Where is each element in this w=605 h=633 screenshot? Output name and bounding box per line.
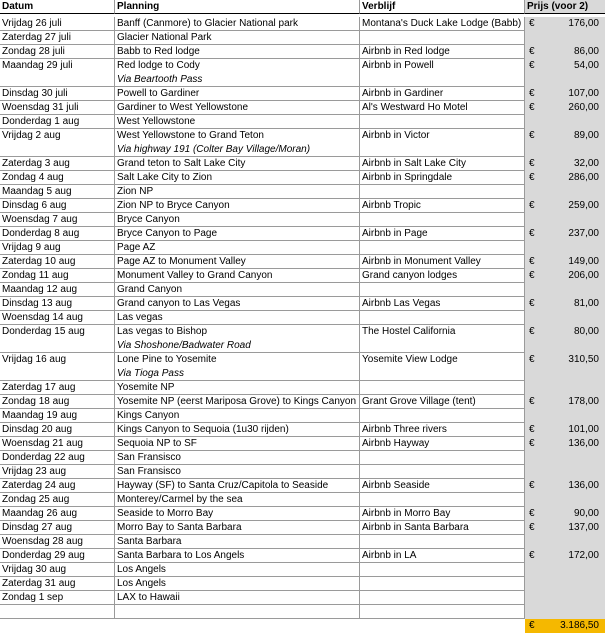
cell-prijs[interactable]	[525, 423, 605, 437]
currency-symbol: €	[529, 270, 535, 281]
cell-datum[interactable]: Vrijdag 23 aug	[0, 465, 115, 479]
table-row	[0, 255, 605, 269]
cell-planning[interactable]: Yosemite NP	[115, 381, 360, 395]
cell-planning[interactable]: Monument Valley to Grand Canyon	[115, 269, 360, 283]
cell-datum[interactable]: Woensdag 31 juli	[0, 101, 115, 115]
cell-verblijf[interactable]	[360, 493, 525, 507]
price-amount: 206,00	[568, 270, 599, 281]
cell-datum[interactable]: Donderdag 1 aug	[0, 115, 115, 129]
cell-verblijf[interactable]: Montana's Duck Lake Lodge (Babb)	[360, 17, 525, 31]
cell-prijs[interactable]	[525, 255, 605, 269]
table-row	[0, 409, 605, 423]
table-row	[0, 437, 605, 451]
price-amount: 237,00	[568, 228, 599, 239]
cell-planning[interactable]: Los Angels	[115, 577, 360, 591]
currency-symbol: €	[529, 18, 535, 29]
price-amount: 107,00	[568, 88, 599, 99]
cell-prijs[interactable]	[525, 17, 605, 31]
header-verblijf[interactable]: Verblijf	[360, 0, 525, 14]
table-row	[0, 465, 605, 479]
cell-datum[interactable]: Dinsdag 27 aug	[0, 521, 115, 535]
cell-prijs[interactable]	[525, 227, 605, 241]
table-row	[0, 563, 605, 577]
table-row	[0, 101, 605, 115]
price-amount: 80,00	[573, 326, 599, 337]
cell-datum[interactable]: Zaterdag 27 juli	[0, 31, 115, 45]
cell-prijs[interactable]	[525, 199, 605, 213]
currency-symbol: €	[529, 228, 535, 239]
cell-verblijf[interactable]	[360, 73, 525, 87]
cell-prijs[interactable]	[525, 31, 605, 45]
cell-datum[interactable]	[0, 367, 115, 381]
cell-datum[interactable]: Vrijdag 30 aug	[0, 563, 115, 577]
table-row	[0, 227, 605, 241]
cell-datum[interactable]: Zondag 4 aug	[0, 171, 115, 185]
cell-planning[interactable]: Seaside to Morro Bay	[115, 507, 360, 521]
currency-symbol: €	[529, 354, 535, 365]
cell-prijs[interactable]	[525, 185, 605, 199]
cell-verblijf[interactable]	[360, 535, 525, 549]
cell-prijs[interactable]	[525, 353, 605, 367]
cell-prijs[interactable]	[525, 591, 605, 605]
table-row	[0, 423, 605, 437]
table-row	[0, 171, 605, 185]
cell-datum[interactable]: Zondag 25 aug	[0, 493, 115, 507]
cell-datum[interactable]: Zondag 18 aug	[0, 395, 115, 409]
table-row	[0, 143, 605, 157]
cell-verblijf[interactable]: Airbnb Seaside	[360, 479, 525, 493]
cell-planning[interactable]: LAX to Hawaii	[115, 591, 360, 605]
cell-planning[interactable]: West Yellowstone to Grand Teton	[115, 129, 360, 143]
cell-datum[interactable]: Dinsdag 6 aug	[0, 199, 115, 213]
total-cell[interactable]	[525, 619, 605, 633]
cell-prijs[interactable]	[525, 493, 605, 507]
table-row	[0, 521, 605, 535]
price-amount: 32,00	[573, 158, 599, 169]
table-row	[0, 535, 605, 549]
cell-prijs[interactable]	[525, 269, 605, 283]
cell-datum[interactable]: Woensdag 28 aug	[0, 535, 115, 549]
cell-verblijf[interactable]: Airbnb in Monument Valley	[360, 255, 525, 269]
cell-datum[interactable]: Vrijdag 2 aug	[0, 129, 115, 143]
table-row	[0, 129, 605, 143]
cell-prijs[interactable]	[525, 129, 605, 143]
cell-verblijf[interactable]	[360, 311, 525, 325]
price-amount: 81,00	[573, 298, 599, 309]
cell-planning[interactable]: Salt Lake City to Zion	[115, 171, 360, 185]
currency-symbol: €	[529, 102, 535, 113]
table-row	[0, 241, 605, 255]
cell-datum[interactable]	[0, 143, 115, 157]
cell-datum[interactable]: Zondag 1 sep	[0, 591, 115, 605]
price-amount: 310,50	[568, 354, 599, 365]
cell-prijs[interactable]	[525, 101, 605, 115]
cell-planning[interactable]: Santa Barbara	[115, 535, 360, 549]
currency-symbol: €	[529, 424, 535, 435]
cell-planning[interactable]: Bryce Canyon	[115, 213, 360, 227]
cell-planning[interactable]: Via Tioga Pass	[115, 367, 360, 381]
cell-planning[interactable]: West Yellowstone	[115, 115, 360, 129]
cell-verblijf[interactable]: Airbnb in Santa Barbara	[360, 521, 525, 535]
currency-symbol: €	[529, 130, 535, 141]
cell-planning[interactable]: Los Angels	[115, 563, 360, 577]
cell-prijs[interactable]	[525, 507, 605, 521]
currency-symbol: €	[529, 298, 535, 309]
currency-symbol: €	[529, 88, 535, 99]
cell-planning[interactable]: San Fransisco	[115, 451, 360, 465]
cell-prijs[interactable]	[525, 395, 605, 409]
currency-symbol: €	[529, 172, 535, 183]
price-amount: 178,00	[568, 396, 599, 407]
cell-prijs[interactable]	[525, 465, 605, 479]
price-amount: 260,00	[568, 102, 599, 113]
cell-planning[interactable]: Morro Bay to Santa Barbara	[115, 521, 360, 535]
table-row	[0, 297, 605, 311]
cell-prijs[interactable]	[525, 115, 605, 129]
currency-symbol: €	[529, 256, 535, 267]
cell-verblijf[interactable]: Grand canyon lodges	[360, 269, 525, 283]
table-row	[0, 17, 605, 31]
table-row	[0, 87, 605, 101]
header-datum[interactable]: Datum	[0, 0, 115, 14]
total-value: 3.186,50	[560, 620, 599, 631]
price-amount: 90,00	[573, 508, 599, 519]
cell-verblijf[interactable]: Airbnb in LA	[360, 549, 525, 563]
cell-prijs[interactable]	[525, 241, 605, 255]
cell-verblijf[interactable]	[360, 451, 525, 465]
cell-datum[interactable]	[0, 339, 115, 353]
cell-verblijf[interactable]: Al's Westward Ho Motel	[360, 101, 525, 115]
price-amount: 54,00	[573, 60, 599, 71]
cell-prijs[interactable]	[525, 409, 605, 423]
cell-verblijf[interactable]: Airbnb in Victor	[360, 129, 525, 143]
cell-planning[interactable]: San Fransisco	[115, 465, 360, 479]
cell-datum[interactable]: Zaterdag 10 aug	[0, 255, 115, 269]
currency-symbol: €	[529, 396, 535, 407]
currency-symbol: €	[529, 480, 535, 491]
cell-verblijf[interactable]: Airbnb in Page	[360, 227, 525, 241]
table-row	[0, 577, 605, 591]
header-planning[interactable]: Planning	[115, 0, 360, 14]
price-amount: 259,00	[568, 200, 599, 211]
cell-prijs[interactable]	[525, 297, 605, 311]
price-amount: 286,00	[568, 172, 599, 183]
cell-datum[interactable]: Donderdag 15 aug	[0, 325, 115, 339]
cell-planning[interactable]: Lone Pine to Yosemite	[115, 353, 360, 367]
table-row	[0, 591, 605, 605]
header-row	[0, 0, 605, 14]
cell-verblijf[interactable]: Grant Grove Village (tent)	[360, 395, 525, 409]
table-row	[0, 45, 605, 59]
cell-prijs[interactable]	[525, 213, 605, 227]
cell-prijs[interactable]	[525, 451, 605, 465]
cell-datum[interactable]: Woensdag 14 aug	[0, 311, 115, 325]
cell-prijs[interactable]	[525, 143, 605, 157]
price-amount: 137,00	[568, 522, 599, 533]
header-prijs[interactable]: Prijs (voor 2)	[525, 0, 605, 14]
table-row	[0, 269, 605, 283]
table-row	[0, 185, 605, 199]
table-row	[0, 115, 605, 129]
cell-datum[interactable]: Dinsdag 13 aug	[0, 297, 115, 311]
cell-verblijf[interactable]	[360, 213, 525, 227]
cell-prijs[interactable]	[525, 577, 605, 591]
cell-prijs[interactable]	[525, 381, 605, 395]
table-row	[0, 199, 605, 213]
cell-verblijf[interactable]: Airbnb in Red lodge	[360, 45, 525, 59]
cell-prijs[interactable]	[525, 171, 605, 185]
cell-prijs[interactable]	[525, 87, 605, 101]
table-row	[0, 381, 605, 395]
cell-prijs[interactable]	[525, 311, 605, 325]
cell-datum[interactable]: Zaterdag 31 aug	[0, 577, 115, 591]
cell-prijs[interactable]	[525, 59, 605, 73]
cell-verblijf[interactable]	[360, 367, 525, 381]
cell-datum[interactable]: Donderdag 22 aug	[0, 451, 115, 465]
cell-prijs[interactable]	[525, 437, 605, 451]
cell-prijs[interactable]	[525, 521, 605, 535]
table-row	[0, 367, 605, 381]
cell-planning[interactable]: Page AZ to Monument Valley	[115, 255, 360, 269]
cell-planning[interactable]: Zion NP to Bryce Canyon	[115, 199, 360, 213]
price-amount: 89,00	[573, 130, 599, 141]
cell-verblijf[interactable]: Airbnb in Springdale	[360, 171, 525, 185]
cell-planning[interactable]: Grand canyon to Las Vegas	[115, 297, 360, 311]
table-row	[0, 31, 605, 45]
cell-verblijf[interactable]: Airbnb in Salt Lake City	[360, 157, 525, 171]
price-amount: 86,00	[573, 46, 599, 57]
cell-datum[interactable]: Maandag 19 aug	[0, 409, 115, 423]
cell-datum[interactable]	[0, 73, 115, 87]
cell-planning[interactable]: Sequoia NP to SF	[115, 437, 360, 451]
table-row	[0, 353, 605, 367]
cell-verblijf[interactable]	[360, 241, 525, 255]
cell-prijs[interactable]	[525, 283, 605, 297]
cell-verblijf[interactable]	[360, 115, 525, 129]
cell-prijs[interactable]	[525, 367, 605, 381]
cell-planning[interactable]: Santa Barbara to Los Angels	[115, 549, 360, 563]
cell-datum[interactable]: Zaterdag 17 aug	[0, 381, 115, 395]
cell-planning[interactable]: Powell to Gardiner	[115, 87, 360, 101]
cell-datum[interactable]: Dinsdag 20 aug	[0, 423, 115, 437]
currency-symbol: €	[529, 550, 535, 561]
currency-symbol: €	[529, 522, 535, 533]
cell-planning[interactable]: Page AZ	[115, 241, 360, 255]
cell-datum[interactable]: Vrijdag 26 juli	[0, 17, 115, 31]
cell-planning[interactable]: Bryce Canyon to Page	[115, 227, 360, 241]
price-amount: 176,00	[568, 18, 599, 29]
cell-verblijf[interactable]	[360, 283, 525, 297]
cell-datum[interactable]: Vrijdag 16 aug	[0, 353, 115, 367]
cell-verblijf[interactable]: Airbnb in Powell	[360, 59, 525, 73]
total-currency: €	[529, 620, 535, 631]
table-row	[0, 325, 605, 339]
currency-symbol: €	[529, 438, 535, 449]
cell-datum[interactable]: Zondag 11 aug	[0, 269, 115, 283]
cell-prijs[interactable]	[525, 339, 605, 353]
total-empty-planning[interactable]	[115, 619, 360, 633]
total-empty-datum[interactable]	[0, 619, 115, 633]
cell-verblijf[interactable]: Airbnb in Morro Bay	[360, 507, 525, 521]
cell-verblijf[interactable]: The Hostel California	[360, 325, 525, 339]
cell-datum[interactable]: Woensdag 21 aug	[0, 437, 115, 451]
table-row	[0, 549, 605, 563]
cell-planning[interactable]: Zion NP	[115, 185, 360, 199]
cell-verblijf[interactable]	[360, 591, 525, 605]
table-row	[0, 311, 605, 325]
cell-planning[interactable]: Via Beartooth Pass	[115, 73, 360, 87]
cell-datum[interactable]: Dinsdag 30 juli	[0, 87, 115, 101]
table-row	[0, 283, 605, 297]
cell-planning[interactable]: Kings Canyon to Sequoia (1u30 rijden)	[115, 423, 360, 437]
cell-verblijf[interactable]	[360, 143, 525, 157]
currency-symbol: €	[529, 158, 535, 169]
currency-symbol: €	[529, 200, 535, 211]
cell-datum[interactable]: Zaterdag 24 aug	[0, 479, 115, 493]
cell-prijs[interactable]	[525, 325, 605, 339]
cell-planning[interactable]: Via highway 191 (Colter Bay Village/Moran)	[115, 143, 360, 157]
cell-datum[interactable]: Donderdag 29 aug	[0, 549, 115, 563]
price-amount: 136,00	[568, 438, 599, 449]
cell-planning[interactable]: Las vegas	[115, 311, 360, 325]
cell-planning[interactable]: Monterey/Carmel by the sea	[115, 493, 360, 507]
currency-symbol: €	[529, 60, 535, 71]
total-empty-verblijf[interactable]	[360, 619, 525, 633]
table-row	[0, 213, 605, 227]
total-row	[0, 619, 605, 633]
cell-planning[interactable]: Red lodge to Cody	[115, 59, 360, 73]
cell-planning[interactable]: Grand teton to Salt Lake City	[115, 157, 360, 171]
table-row	[0, 73, 605, 87]
cell-verblijf[interactable]	[360, 339, 525, 353]
cell-prijs[interactable]	[525, 535, 605, 549]
cell-verblijf[interactable]: Airbnb Hayway	[360, 437, 525, 451]
table-row	[0, 395, 605, 409]
cell-datum[interactable]: Maandag 5 aug	[0, 185, 115, 199]
cell-datum[interactable]: Donderdag 8 aug	[0, 227, 115, 241]
cell-verblijf[interactable]	[360, 31, 525, 45]
cell-verblijf[interactable]: Airbnb Tropic	[360, 199, 525, 213]
cell-planning[interactable]: Gardiner to West Yellowstone	[115, 101, 360, 115]
cell-planning[interactable]: Las vegas to Bishop	[115, 325, 360, 339]
price-amount: 101,00	[568, 424, 599, 435]
cell-verblijf[interactable]: Airbnb in Gardiner	[360, 87, 525, 101]
cell-planning[interactable]: Hayway (SF) to Santa Cruz/Capitola to Seaside	[115, 479, 360, 493]
cell-prijs[interactable]	[525, 73, 605, 87]
table-row	[0, 493, 605, 507]
cell-verblijf[interactable]	[360, 185, 525, 199]
cell-planning[interactable]: Banff (Canmore) to Glacier National park	[115, 17, 360, 31]
cell-datum[interactable]: Maandag 12 aug	[0, 283, 115, 297]
table-row	[0, 451, 605, 465]
cell-verblijf[interactable]: Yosemite View Lodge	[360, 353, 525, 367]
cell-planning[interactable]: Babb to Red lodge	[115, 45, 360, 59]
cell-planning[interactable]: Kings Canyon	[115, 409, 360, 423]
cell-prijs[interactable]	[525, 549, 605, 563]
cell-verblijf[interactable]	[360, 563, 525, 577]
currency-symbol: €	[529, 508, 535, 519]
cell-verblijf[interactable]: Airbnb Three rivers	[360, 423, 525, 437]
cell-prijs[interactable]	[525, 563, 605, 577]
cell-verblijf[interactable]	[360, 465, 525, 479]
price-amount: 136,00	[568, 480, 599, 491]
cell-datum[interactable]: Zaterdag 3 aug	[0, 157, 115, 171]
cell-prijs[interactable]	[525, 479, 605, 493]
cell-verblijf[interactable]	[360, 409, 525, 423]
currency-symbol: €	[529, 326, 535, 337]
cell-verblijf[interactable]: Airbnb Las Vegas	[360, 297, 525, 311]
cell-datum[interactable]: Maandag 26 aug	[0, 507, 115, 521]
cell-datum[interactable]: Woensdag 7 aug	[0, 213, 115, 227]
cell-prijs[interactable]	[525, 157, 605, 171]
table-row	[0, 339, 605, 353]
price-amount: 149,00	[568, 256, 599, 267]
currency-symbol: €	[529, 46, 535, 57]
cell-prijs[interactable]	[525, 45, 605, 59]
cell-verblijf[interactable]	[360, 381, 525, 395]
cell-datum[interactable]: Vrijdag 9 aug	[0, 241, 115, 255]
table-row	[0, 479, 605, 493]
cell-planning[interactable]: Yosemite NP (eerst Mariposa Grove) to Kings Canyon	[115, 395, 360, 409]
cell-planning[interactable]: Glacier National Park	[115, 31, 360, 45]
table-row	[0, 157, 605, 171]
price-amount: 172,00	[568, 550, 599, 561]
cell-planning[interactable]: Grand Canyon	[115, 283, 360, 297]
table-row	[0, 507, 605, 521]
cell-datum[interactable]: Zondag 28 juli	[0, 45, 115, 59]
cell-verblijf[interactable]	[360, 577, 525, 591]
cell-datum[interactable]: Maandag 29 juli	[0, 59, 115, 73]
table-row	[0, 59, 605, 73]
cell-planning[interactable]: Via Shoshone/Badwater Road	[115, 339, 360, 353]
